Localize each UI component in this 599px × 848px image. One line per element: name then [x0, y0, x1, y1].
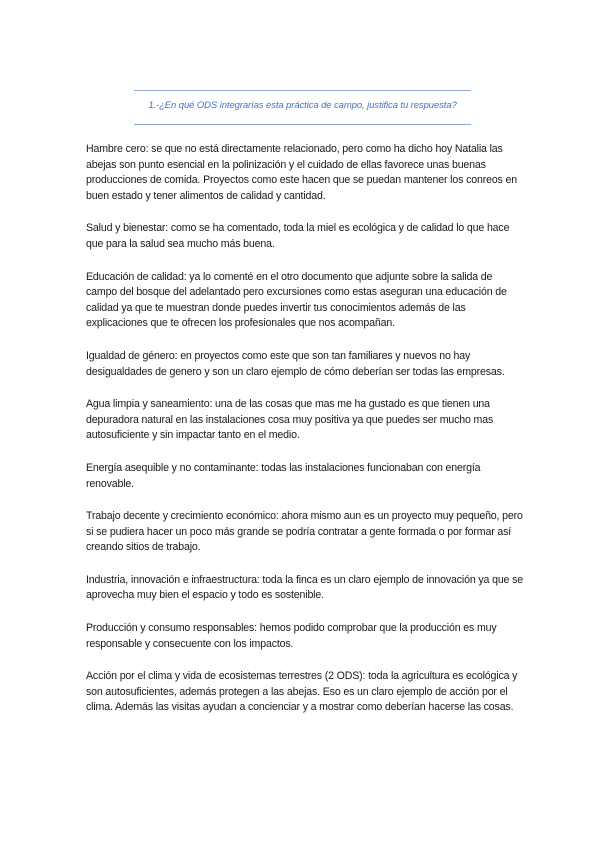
paragraph-produccion-consumo: Producción y consumo responsables: hemos podido comprobar que la producción es muy responsable y consecuente con los impactos.	[86, 622, 497, 650]
paragraph-educacion-calidad: Educación de calidad: ya lo comenté en el otro documento que adjunte sobre la salida de campo del bosque del adelantado pero excursiones como estas aseguran una educación de calidad ya que te muestran donde puedes invertir tus conocimientos además de las explicaciones que te ofrecen los profesionales que nos acompañan.	[86, 270, 507, 330]
answer-body	[86, 142, 526, 733]
paragraph-igualdad-genero: Igualdad de género: en proyectos como este que son tan familiares y nuevos no hay desigualdades de genero y son un claro ejemplo de cómo deberían ser todas las empresas.	[86, 349, 505, 378]
paragraph-energia-asequible: Energía asequible y no contaminante: todas las instalaciones funcionaban con energía renovable.	[86, 461, 481, 490]
paragraph-trabajo-decente: Trabajo decente y crecimiento económico: ahora mismo aun es un proyecto muy pequeño, pero si se pudiera hacer un poco más grande se podría contratar a gente formada o por formar así creando sitios de trabajo.	[86, 510, 523, 554]
paragraph-accion-clima: Acción por el clima y vida de ecosistemas terrestres (2 ODS): toda la agricultura es ecológica y son autosuficientes, además protegen a las abejas. Eso es un claro ejemplo de acción por el clima. Además las visitas ayudan a concienciar y a mostrar como deberían hacerse las cosas.	[86, 670, 518, 714]
paragraph-agua-limpia: Agua limpia y saneamiento: una de las cosas que mas me ha gustado es que tienen una depuradora natural en las instalaciones cosa muy positiva ya que puedes ser mucho mas autosuficiente y sin impactar tanto en el medio.	[86, 398, 494, 442]
paragraph-salud-bienestar: Salud y bienestar: como se ha comentado, toda la miel es ecológica y de calidad lo que hace que para la salud sea mucho más buena.	[86, 222, 510, 250]
question-top-rule	[134, 90, 471, 91]
paragraph-industria-innovacion: Industria, innovación e infraestructura: toda la finca es un claro ejemplo de innovación ya que se aprovecha muy bien el espacio y todo es sostenible.	[86, 573, 523, 602]
question-bottom-rule	[134, 124, 471, 125]
question-heading: 1.-¿En qué ODS integrarías esta práctica de campo, justifica tu respuesta?	[148, 100, 457, 111]
paragraph-hambre-cero: Hambre cero: se que no está directamente relacionado, pero como ha dicho hoy Natalia las abejas son punto esencial en la polinización y el cuidado de ellas favorece unas buenas producciones de comida. Proyectos como este hacen que se puedan mantener los conreos en buen estado y tener alimentos de calidad y cantidad.	[86, 143, 517, 202]
